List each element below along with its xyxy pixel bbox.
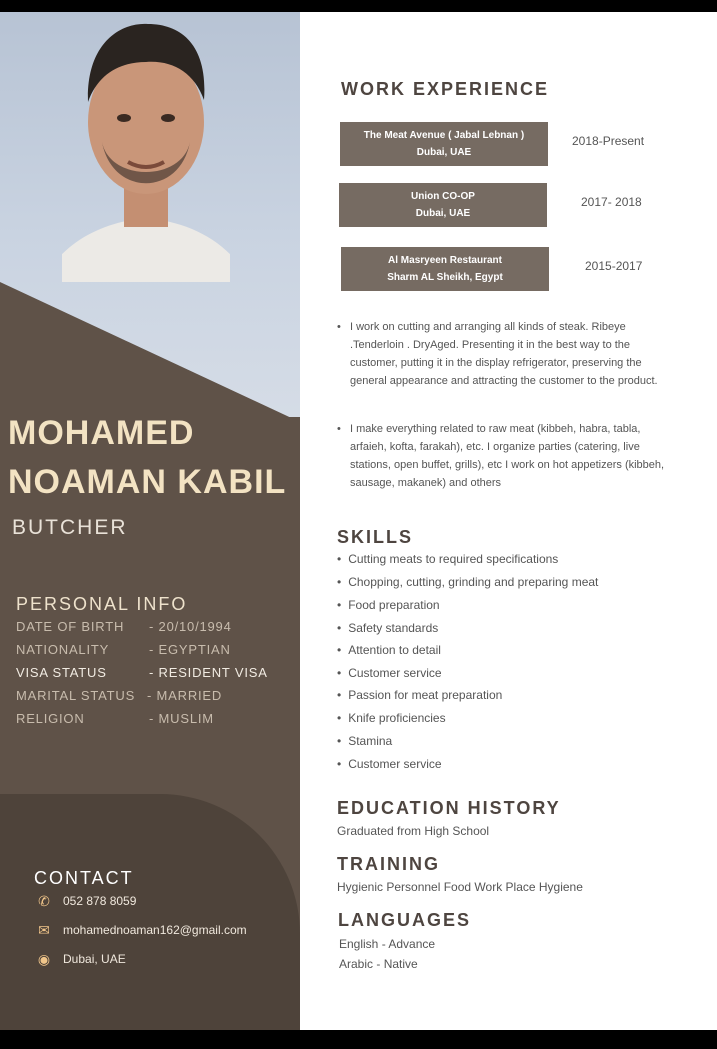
job-employer: Al Masryeen Restaurant	[388, 255, 502, 266]
bullet-text: I work on cutting and arranging all kinds of steak. Ribeye .Tenderloin . DryAged. Presenting it in the best way to the customer, putting it in the display refrigerator, preserving the general appearance and attracting the customer to the product.	[350, 321, 658, 387]
skill-item: • Stamina	[337, 734, 393, 748]
job-box	[341, 247, 549, 291]
languages-heading: LANGUAGES	[338, 910, 472, 930]
language-level: - Advance	[381, 937, 436, 951]
job-location: Sharm AL Sheikh, Egypt	[387, 272, 503, 283]
skill-item: • Chopping, cutting, grinding and preparing meat	[337, 575, 599, 589]
skill-item: • Attention to detail	[337, 643, 441, 657]
location-text: Dubai, UAE	[63, 952, 126, 966]
personal-info-heading: PERSONAL INFO	[16, 594, 188, 614]
training-text: Hygienic Personnel Food Work Place Hygiene	[337, 880, 583, 894]
contact-panel	[0, 794, 300, 1030]
phone-icon: ✆	[38, 892, 50, 909]
job-employer: Union CO-OP	[411, 191, 475, 202]
contact-heading: CONTACT	[34, 868, 134, 888]
work-bullet: • I make everything related to raw meat (kibbeh, habra, tabla, arfaieh, kofta, farakah), etc. I organize parties (catering, live stations, open buffet, grills), etc I work on hot appetizers (kibbeh, sausage, makanek) and others	[337, 420, 673, 492]
name-first: MOHAMED	[8, 414, 195, 452]
phone-text: 052 878 8059	[63, 894, 137, 908]
personal-info-row	[16, 711, 214, 726]
job-date: 2018-Present	[572, 134, 645, 148]
education-heading: EDUCATION HISTORY	[337, 798, 561, 818]
skill-item: • Knife proficiencies	[337, 711, 446, 725]
skill-item: • Customer service	[337, 757, 442, 771]
left-sidebar	[0, 12, 300, 1030]
email-text: mohamednoaman162@gmail.com	[63, 923, 247, 937]
top-border	[0, 0, 717, 12]
language-name: English	[339, 937, 379, 951]
skill-item: • Customer service	[337, 666, 442, 680]
skill-item: • Food preparation	[337, 598, 440, 612]
language-item	[339, 957, 418, 971]
job-location: Dubai, UAE	[415, 208, 471, 219]
job-box	[339, 183, 547, 227]
job-title: BUTCHER	[12, 516, 128, 539]
bottom-border	[0, 1030, 717, 1049]
info-label: NATIONALITY	[16, 642, 110, 657]
skills-heading: SKILLS	[337, 527, 414, 547]
name-last: NOAMAN KABIL	[8, 463, 287, 501]
work-bullet: • I work on cutting and arranging all kinds of steak. Ribeye .Tenderloin . DryAged. Presenting it in the best way to the customer, putting it in the display refrigerator, preserving the general appearance and attracting the customer to the product.	[337, 318, 673, 390]
job-date: 2015-2017	[585, 259, 643, 273]
info-value: - 20/10/1994	[149, 619, 232, 634]
info-value: - EGYPTIAN	[149, 642, 231, 657]
work-experience-heading: WORK EXPERIENCE	[341, 79, 550, 99]
skill-item: • Passion for meat preparation	[337, 688, 503, 702]
location-pin-icon: ◉	[37, 950, 51, 967]
job-box	[340, 122, 548, 166]
bullet-text: I make everything related to raw meat (kibbeh, habra, tabla, arfaieh, kofta, farakah), etc. I organize parties (catering, live stations, open buffet, grills), etc I work on hot appetizers (kibbeh, sausage, makanek) and others	[350, 423, 665, 489]
skill-item: • Safety standards	[337, 621, 439, 635]
personal-info-row	[16, 642, 231, 657]
contact-phone[interactable]	[36, 893, 136, 909]
personal-info-row	[16, 688, 223, 703]
info-label: DATE OF BIRTH	[16, 619, 125, 634]
language-name: Arabic	[339, 957, 374, 971]
envelope-icon: ✉	[38, 921, 50, 938]
job-location: Dubai, UAE	[416, 147, 472, 158]
language-level: - Native	[376, 957, 418, 971]
info-value: - MUSLIM	[149, 711, 214, 726]
contact-location	[36, 951, 126, 967]
education-text: Graduated from High School	[337, 824, 490, 838]
contact-email[interactable]	[36, 922, 247, 938]
job-date: 2017- 2018	[581, 195, 642, 209]
info-label: RELIGION	[16, 711, 85, 726]
language-item	[339, 937, 435, 951]
person-illustration	[62, 22, 230, 282]
skill-item: • Cutting meats to required specifications	[337, 552, 559, 566]
info-value: - RESIDENT VISA	[149, 665, 268, 680]
job-employer: The Meat Avenue ( Jabal Lebnan )	[363, 130, 525, 141]
info-value: - MARRIED	[147, 688, 223, 703]
personal-info-row	[16, 619, 232, 634]
personal-info-row	[16, 665, 268, 680]
info-label: VISA STATUS	[16, 665, 107, 680]
info-label: MARITAL STATUS	[16, 688, 136, 703]
training-heading: TRAINING	[337, 854, 440, 874]
